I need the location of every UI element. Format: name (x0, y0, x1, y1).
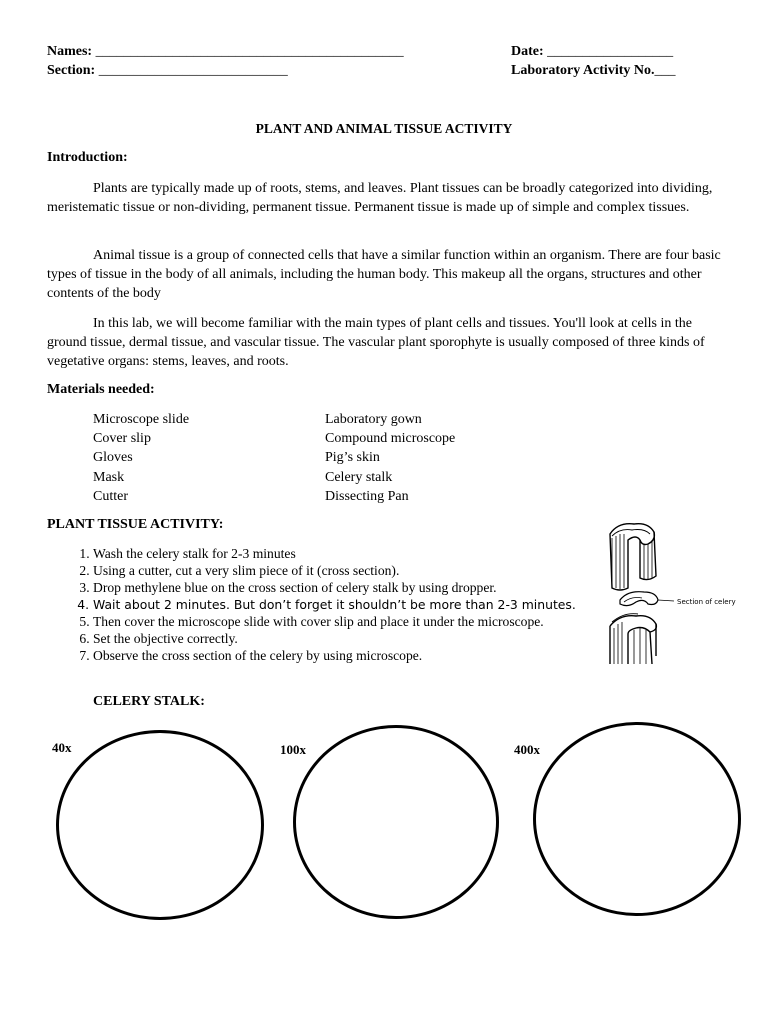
names-field (47, 44, 404, 60)
section-field (47, 63, 288, 79)
procedure-step: 6. Set the objective correctly. (93, 630, 653, 647)
intro-paragraph-1-text: Plants are typically made up of roots, stems, and leaves. Plant tissues can be broadly categorized into dividing, meristematic tissue or non-dividing, permanent tissue. Permanent tissue is made up of simple and complex tissues. (47, 181, 713, 215)
observation-circle-400x (533, 722, 741, 916)
page-title: PLANT AND ANIMAL TISSUE ACTIVITY (255, 121, 513, 136)
figure-label: Section of celery (677, 598, 736, 606)
names-line: ____________________________________________ (95, 44, 404, 59)
activity-label: Laboratory Activity No. (511, 63, 655, 78)
procedure-step: 7. Observe the cross section of the celery by using microscope. (93, 647, 653, 664)
intro-paragraph-2 (47, 246, 723, 303)
section-label: Section: (47, 63, 96, 78)
material-item: Mask (93, 469, 125, 485)
material-item: Dissecting Pan (325, 488, 409, 504)
celery-illustration (598, 518, 748, 668)
intro-paragraph-2-text: Animal tissue is a group of connected cells that have a similar function within an organism. There are four basic types of tissue in the body of all animals, including the human body. This makeup all the organs, structures and other contents of the body (47, 248, 721, 301)
activity-number-field (511, 63, 675, 79)
magnification-label-100x: 100x (280, 742, 306, 757)
materials-list-right (325, 410, 455, 506)
introduction-heading: Introduction: (47, 150, 128, 165)
date-line: __________________ (547, 44, 674, 59)
date-label: Date: (511, 44, 544, 59)
celery-heading: CELERY STALK: (93, 694, 205, 709)
material-item: Gloves (93, 450, 133, 466)
materials-list-left (93, 410, 189, 506)
plant-activity-heading: PLANT TISSUE ACTIVITY: (47, 517, 224, 532)
magnification-label-400x: 400x (514, 742, 540, 757)
procedure-step: 2. Using a cutter, cut a very slim piece of it (cross section). (93, 562, 653, 579)
names-label: Names: (47, 44, 93, 59)
intro-paragraph-3 (47, 314, 723, 371)
procedure-step: 5. Then cover the microscope slide with cover slip and place it under the microscope. (93, 613, 653, 630)
material-item: Pig’s skin (325, 450, 380, 466)
figure-leader-line (658, 600, 674, 601)
material-item: Cutter (93, 488, 128, 504)
material-item: Microscope slide (93, 412, 190, 427)
material-item: Compound microscope (325, 431, 456, 447)
procedure-step: 1. Wash the celery stalk for 2-3 minutes (93, 545, 653, 562)
activity-line: ___ (654, 63, 676, 78)
material-item: Laboratory gown (325, 412, 422, 427)
section-line: ___________________________ (98, 63, 288, 78)
observation-circle-100x (293, 725, 499, 919)
observation-circle-40x (56, 730, 264, 920)
materials-heading: Materials needed: (47, 382, 155, 397)
intro-paragraph-1 (47, 179, 723, 217)
procedure-steps (47, 545, 653, 664)
date-field (511, 44, 673, 60)
procedure-step: 4. Wait about 2 minutes. But don’t forget it shouldn’t be more than 2-3 minutes. (93, 596, 653, 613)
intro-paragraph-3-text: In this lab, we will become familiar with the main types of plant cells and tissues. You'll look at cells in the ground tissue, dermal tissue, and vascular tissue. The vascular plant sporophyte is usually composed of three kinds of vegetative organs: stems, leaves, and roots. (47, 316, 705, 369)
material-item: Celery stalk (325, 469, 393, 485)
material-item: Cover slip (93, 431, 151, 447)
procedure-step: 3. Drop methylene blue on the cross section of celery stalk by using dropper. (93, 579, 653, 596)
magnification-label-40x: 40x (52, 740, 72, 755)
